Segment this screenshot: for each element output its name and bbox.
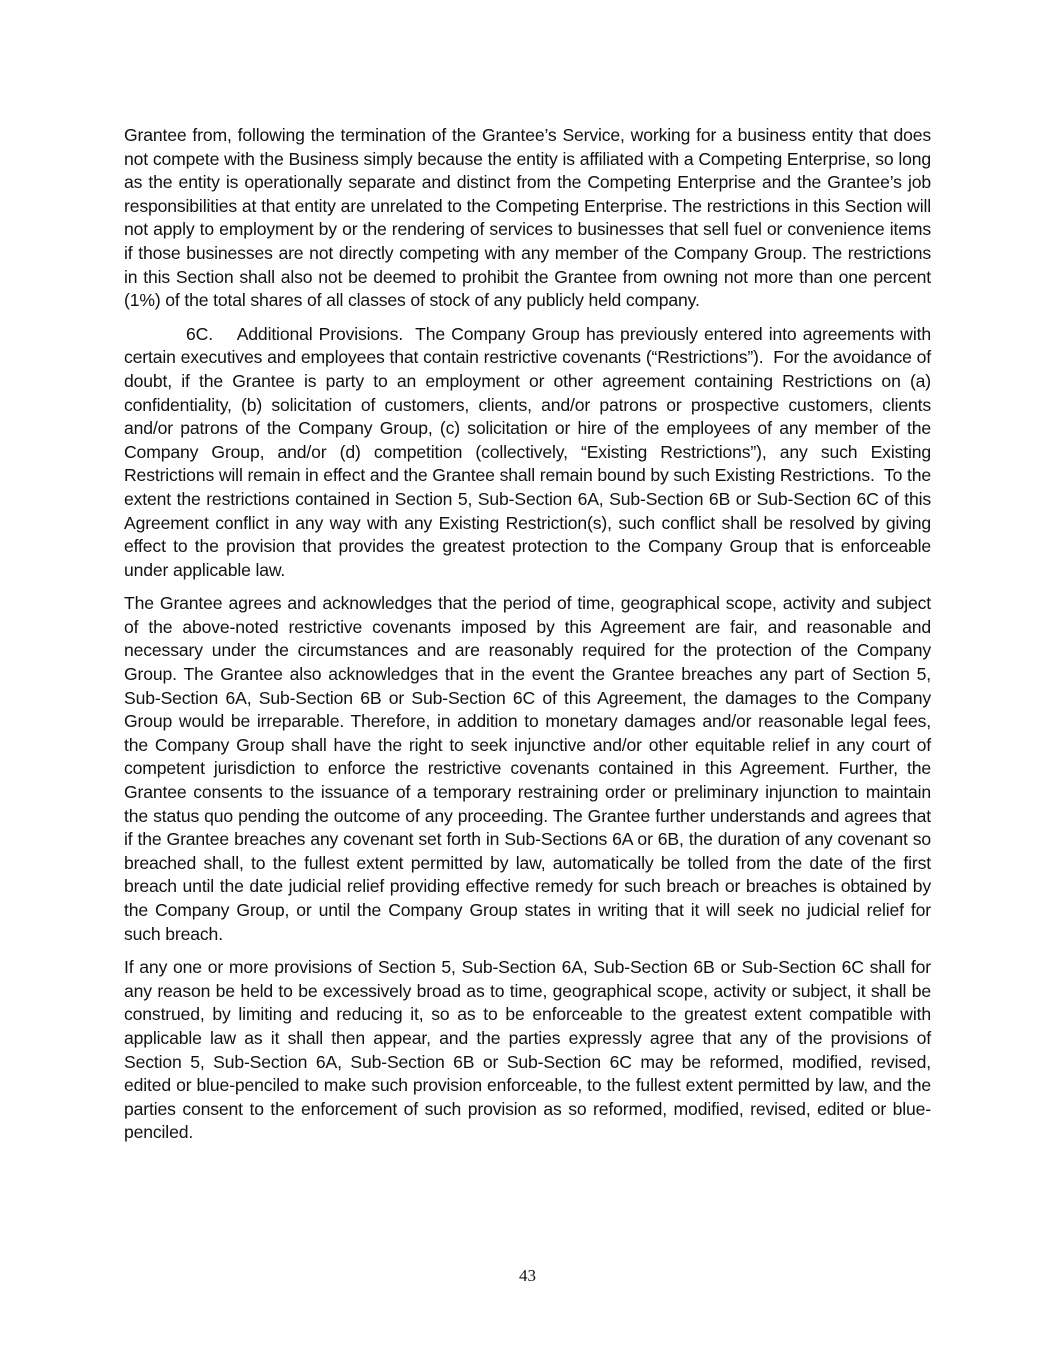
document-body — [124, 124, 936, 1155]
page-number: 43 — [519, 1266, 536, 1285]
paragraph-continuation: Grantee from, following the termination of the Grantee’s Service, working for a business entity that does not compete with the Business simply because the entity is affiliated with a Competing Enterprise, so long as the entity is operationally separate and distinct from the Competing Enterprise and the Grantee’s job responsibilities at that entity are unrelated to the Competing Enterprise. The restrictions in this Section will not apply to employment by or the rendering of services to businesses that sell fuel or convenience items if those businesses are not directly competing with any member of the Company Group. The restrictions in this Section shall also not be deemed to prohibit the Grantee from owning not more than one percent (1%) of the total shares of all classes of stock of any publicly held company. — [124, 125, 931, 311]
paragraph-6c-additional-provisions: 6C. Additional Provisions. The Company Group has previously entered into agreements with certain executives and employees that contain restrictive covenants (“Restrictions”). For the avoidance of doubt, if the Grantee is party to an employment or other agreement containing Restrictions on (a) confidentiality, (b) solicitation of customers, clients, and/or patrons or prospective customers, clients and/or patrons of the Company Group, (c) solicitation or hire of the employees of any member of the Company Group, and/or (d) competition (collectively, “Existing Restrictions”), any such Existing Restrictions will remain in effect and the Grantee shall remain bound by such Existing Restrictions. To the extent the restrictions contained in Section 5, Sub-Section 6A, Sub-Section 6B or Sub-Section 6C of this Agreement conflict in any way with any Existing Restriction(s), such conflict shall be resolved by giving effect to the provision that provides the greatest protection to the Company Group that is enforceable under applicable law. — [124, 323, 936, 580]
paragraph-acknowledgement: The Grantee agrees and acknowledges that the period of time, geographical scope, activity and subject of the above-noted restrictive covenants imposed by this Agreement are fair, and reasonable and necessary under the circumstances and are reasonably required for the protection of the Company Group. The Grantee also acknowledges that in the event the Grantee breaches any part of Section 5, Sub-Section 6A, Sub-Section 6B or Sub-Section 6C of this Agreement, the damages to the Company Group would be irreparable. Therefore, in addition to monetary damages and/or reasonable legal fees, the Company Group shall have the right to seek injunctive and/or other equitable relief in any court of competent jurisdiction to enforce the restrictive covenants contained in this Agreement. Further, the Grantee consents to the issuance of a temporary restraining order or preliminary injunction to maintain the status quo pending the outcome of any proceeding. The Grantee further understands and agrees that if the Grantee breaches any covenant set forth in Sub-Sections 6A or 6B, the duration of any covenant so breached shall, to the fullest extent permitted by law, automatically be tolled from the date of the first breach until the date judicial relief providing effective remedy for such breach or breaches is obtained by the Company Group, or until the Company Group states in writing that it will seek no judicial relief for such breach. — [124, 593, 931, 944]
paragraph-severability: If any one or more provisions of Section 5, Sub-Section 6A, Sub-Section 6B or Sub-Section 6C shall for any reason be held to be excessively broad as to time, geographical scope, activity or subject, it shall be construed, by limiting and reducing it, so as to be enforceable to the greatest extent compatible with applicable law as it shall then appear, and the parties expressly agree that any of the provisions of Section 5, Sub-Section 6A, Sub-Section 6B or Sub-Section 6C may be reformed, modified, revised, edited or blue-penciled to make such provision enforceable, to the fullest extent permitted by law, and the parties consent to the enforcement of such provision as so reformed, modified, revised, edited or blue-penciled. — [124, 957, 931, 1143]
